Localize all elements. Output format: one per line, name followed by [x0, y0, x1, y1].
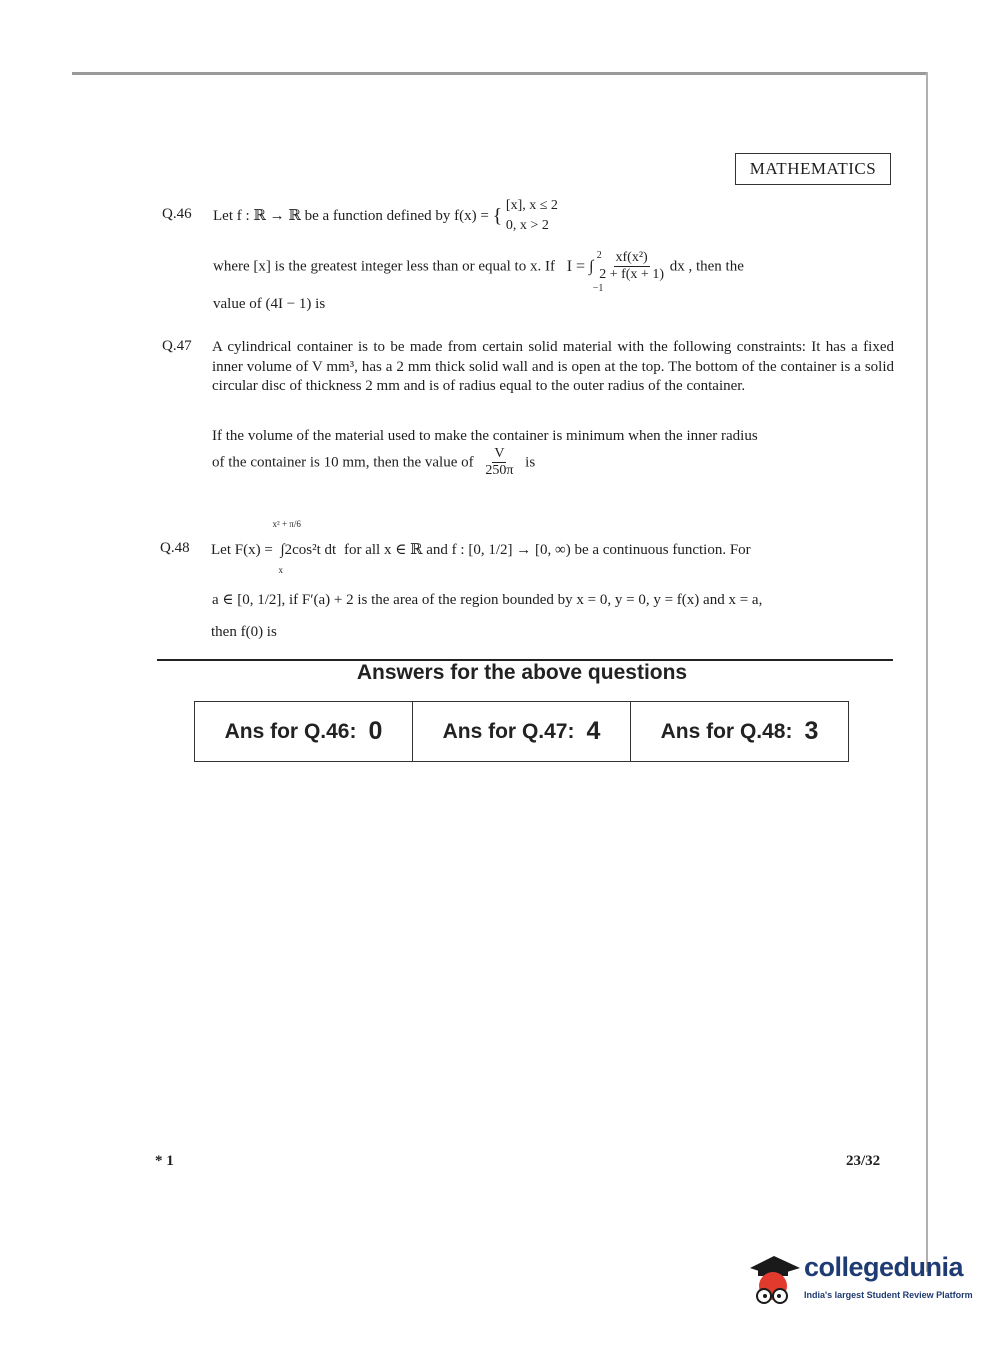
logo-wordmark: collegedunia — [804, 1252, 964, 1282]
page-right-edge — [926, 72, 928, 1272]
brace-glyph: { — [492, 205, 503, 227]
integrand-numerator: xf(x²) — [615, 250, 648, 265]
question-46-line2 — [213, 249, 895, 294]
question-46-line1 — [213, 196, 653, 236]
collegedunia-logo — [744, 1250, 974, 1310]
integral-expression-48: ∫2cos²t dt — [280, 542, 337, 558]
integral-lower-limit-48: x — [278, 565, 284, 575]
answers-table — [194, 701, 849, 762]
q48-line2-end: , if F′(a) + 2 is the area of the region bounded by x = 0, y = 0, y = f(x) and x = a, — [281, 592, 763, 608]
answer-label: Ans for Q.46: — [224, 719, 357, 743]
integral-upper-limit-48: x² + π/6 — [272, 519, 301, 529]
answer-value: 4 — [586, 717, 601, 745]
case-1: [x], x ≤ 2 — [505, 198, 558, 213]
question-47-paragraph-1: A cylindrical container is to be made from certain solid material with the following constraints: It has a fixed inner volume of V mm³, has a 2 mm thick solid wall and is open at the top. The bottom of the container is a solid circular disc of thickness 2 mm and is of radius equal to the outer radius of the container. — [212, 339, 894, 394]
answer-value: 3 — [804, 717, 819, 745]
v-over-250pi — [483, 446, 515, 479]
answer-q48 — [630, 702, 848, 761]
answer-q47 — [412, 702, 630, 761]
answer-label: Ans for Q.48: — [660, 719, 793, 743]
question-number-46: Q.46 — [162, 206, 192, 222]
q47-line-end: is — [525, 454, 536, 471]
q47-line-start: of the container is 10 mm, then the value of — [212, 454, 474, 471]
question-47-paragraph-2: If the volume of the material used to make the container is minimum when the inner radius — [212, 428, 758, 444]
logo-tagline: India's largest Student Review Platform — [804, 1290, 973, 1300]
piecewise-cases — [506, 196, 558, 236]
q48-line1-start: Let F(x) = — [211, 542, 273, 558]
integral-upper-limit: 2 — [596, 249, 602, 261]
answer-value: 0 — [368, 717, 383, 745]
integral-block-48 — [272, 519, 337, 575]
interval-a: [0, 1/2] — [237, 592, 282, 608]
question-number-47: Q.47 — [162, 338, 192, 354]
question-47-paragraph-3 — [212, 446, 535, 479]
answers-title: Answers for the above questions — [356, 661, 688, 684]
integral-lower-limit: −1 — [592, 282, 604, 294]
q48-line1-end: → [0, ∞) be a continuous function. For — [516, 542, 751, 558]
q46-line1-text: Let f : ℝ → ℝ be a function defined by f(x) = — [213, 208, 489, 224]
subject-label: MATHEMATICS — [735, 153, 891, 185]
page-number: 23/32 — [846, 1153, 881, 1169]
page-top-edge — [72, 72, 928, 75]
question-48-line1 — [211, 519, 895, 575]
integrand-fraction — [597, 250, 666, 283]
q48-line1-mid: for all x ∈ ℝ and f : — [343, 542, 465, 558]
answer-label: Ans for Q.47: — [442, 719, 575, 743]
mascot-icon — [744, 1250, 802, 1310]
question-number-48: Q.48 — [160, 540, 190, 556]
integral-block — [566, 249, 604, 294]
q46-line2-end: dx , then the — [669, 258, 744, 275]
fraction-denominator: 250π — [485, 463, 514, 478]
integrand-denominator: 2 + f(x + 1) — [599, 267, 664, 282]
answer-q46 — [195, 702, 412, 761]
q46-line2-text: where [x] is the greatest integer less than or equal to x. If — [213, 258, 555, 275]
interval-domain: [0, 1/2] — [468, 542, 513, 558]
question-48-line2 — [212, 590, 894, 610]
question-46-line3: value of (4I − 1) is — [213, 296, 326, 312]
integral-sign: I = ∫ — [566, 257, 594, 275]
fraction-numerator: V — [494, 446, 505, 461]
footer-marker: * 1 — [155, 1153, 174, 1169]
question-48-line3: then f(0) is — [211, 624, 277, 640]
case-2: 0, x > 2 — [505, 218, 549, 233]
q48-line2-start: a ∈ — [212, 592, 234, 608]
